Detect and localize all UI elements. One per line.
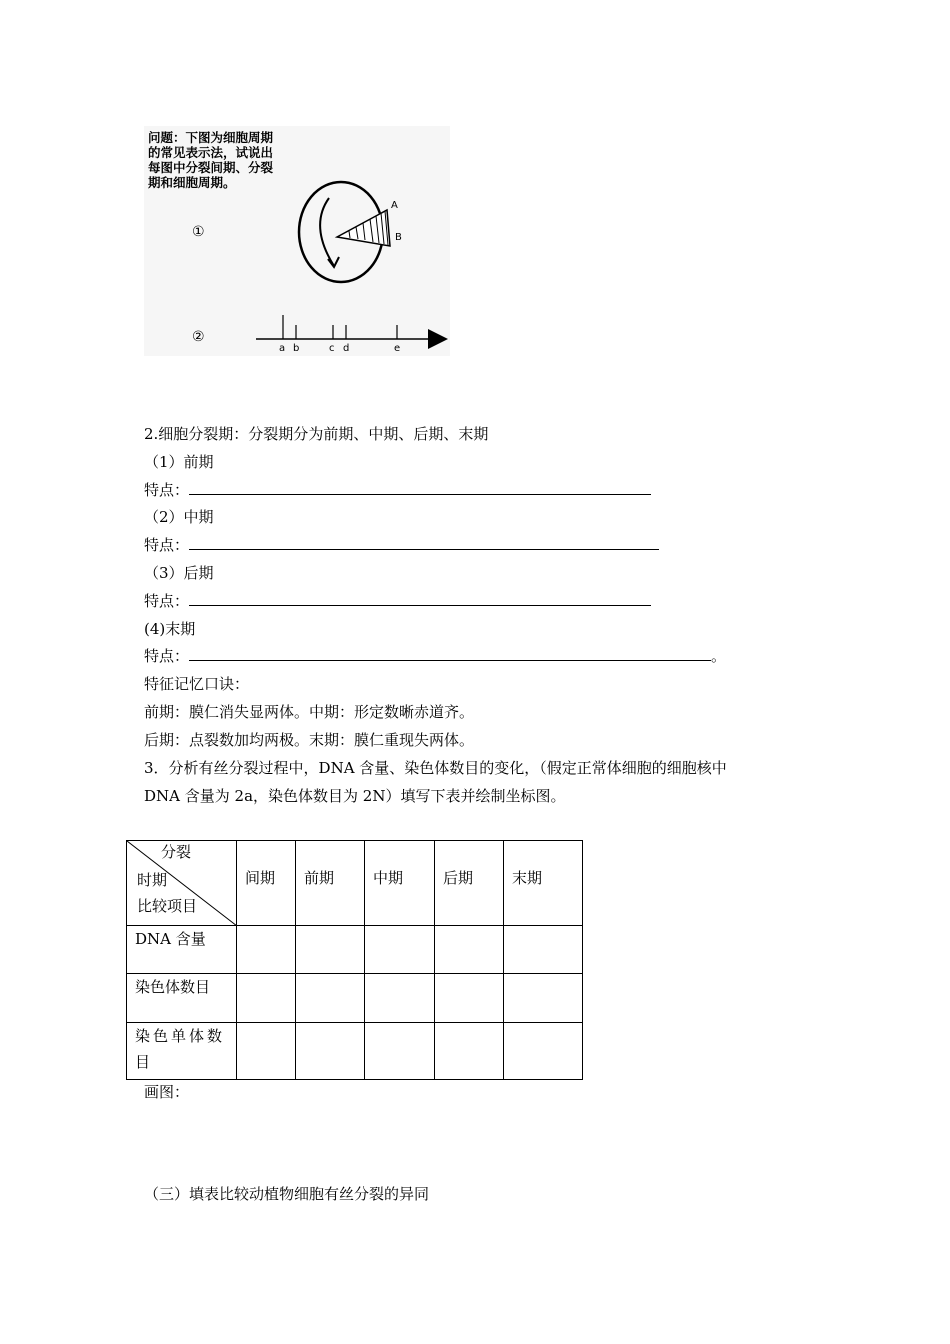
table-cell[interactable] xyxy=(237,974,296,1023)
figure-question-line: 问题：下图为细胞周期 xyxy=(148,130,274,145)
draw-label: 画图： xyxy=(144,1083,190,1101)
table-cell[interactable] xyxy=(435,1023,504,1080)
feature-label: 特点： xyxy=(144,536,190,554)
table-header-row xyxy=(127,841,583,926)
row-header: 染色单体数目 xyxy=(127,1023,237,1080)
axis-ticks xyxy=(283,315,397,339)
table-cell[interactable] xyxy=(435,974,504,1023)
cell-cycle-diagram xyxy=(144,126,450,356)
line-label-e: e xyxy=(394,343,401,354)
table-cell[interactable] xyxy=(365,926,435,974)
table-cell[interactable] xyxy=(237,1023,296,1080)
header-period: 时期 xyxy=(137,871,168,889)
feature-line-metaphase xyxy=(144,535,659,555)
section-three-title: （三）填表比较动植物细胞有丝分裂的异同 xyxy=(144,1185,430,1203)
circle-label-a: A xyxy=(391,200,398,211)
mnemonic-title: 特征记忆口诀： xyxy=(144,675,250,693)
comparison-table xyxy=(126,840,583,1080)
table-cell[interactable] xyxy=(504,974,583,1023)
line-label-b: b xyxy=(293,343,300,354)
column-header: 末期 xyxy=(504,841,583,926)
column-header: 间期 xyxy=(237,841,296,926)
feature-label: 特点： xyxy=(144,481,190,499)
stage-prophase: （1）前期 xyxy=(144,453,214,471)
figure-label-2: ② xyxy=(192,329,205,345)
section2-title: 2.细胞分裂期：分裂期分为前期、中期、后期、末期 xyxy=(144,425,489,443)
cycle-arrow xyxy=(320,198,334,266)
table-cell[interactable] xyxy=(435,926,504,974)
table-cell[interactable] xyxy=(504,1023,583,1080)
table-cell[interactable] xyxy=(365,974,435,1023)
time-axis-arrow xyxy=(428,329,448,349)
circle-label-b: B xyxy=(395,232,402,243)
table-cell[interactable] xyxy=(296,1023,365,1080)
answer-blank[interactable] xyxy=(189,480,651,495)
stage-anaphase: （3）后期 xyxy=(144,564,214,582)
section3-line-2: DNA 含量为 2a，染色体数目为 2N）填写下表并绘制坐标图。 xyxy=(144,787,566,805)
mnemonic-line-1: 前期：膜仁消失显两体。中期：形定数晰赤道齐。 xyxy=(144,703,475,721)
table-cell[interactable] xyxy=(365,1023,435,1080)
end-mark: 。 xyxy=(711,647,727,665)
feature-line-prophase xyxy=(144,480,651,500)
row-header: DNA 含量 xyxy=(127,926,237,974)
table-cell[interactable] xyxy=(296,926,365,974)
column-header: 前期 xyxy=(296,841,365,926)
table-cell[interactable] xyxy=(237,926,296,974)
line-label-a: a xyxy=(279,343,286,354)
column-header: 后期 xyxy=(435,841,504,926)
table-row xyxy=(127,974,583,1023)
answer-blank[interactable] xyxy=(189,591,651,606)
header-division: 分裂 xyxy=(161,843,192,861)
figure-question-line: 期和细胞周期。 xyxy=(148,175,236,190)
line-label-d: d xyxy=(343,343,350,354)
figure-question-line: 的常见表示法，试说出 xyxy=(148,145,274,160)
figure-label-1: ① xyxy=(192,224,205,240)
column-header: 中期 xyxy=(365,841,435,926)
section3-line-1: 3．分析有丝分裂过程中，DNA 含量、染色体数目的变化，（假定正常体细胞的细胞核中 xyxy=(144,759,727,777)
feature-line-anaphase xyxy=(144,591,651,611)
feature-label: 特点： xyxy=(144,592,190,610)
table-cell[interactable] xyxy=(296,974,365,1023)
stage-metaphase: （2）中期 xyxy=(144,508,214,526)
feature-label: 特点： xyxy=(144,647,190,665)
table-row xyxy=(127,926,583,974)
table-row xyxy=(127,1023,583,1080)
feature-line-telophase xyxy=(144,646,726,666)
mnemonic-line-2: 后期：点裂数加均两极。末期：膜仁重现失两体。 xyxy=(144,731,475,749)
figure-question-line: 每图中分裂间期、分裂 xyxy=(148,160,274,175)
answer-blank[interactable] xyxy=(189,535,659,550)
row-header: 染色体数目 xyxy=(127,974,237,1023)
line-label-c: c xyxy=(329,343,335,354)
stage-telophase: (4)末期 xyxy=(144,620,196,638)
header-item: 比较项目 xyxy=(137,897,198,915)
table-corner-header xyxy=(127,841,237,926)
answer-blank[interactable] xyxy=(189,646,711,661)
table-cell[interactable] xyxy=(504,926,583,974)
cell-cycle-figure xyxy=(144,126,450,356)
